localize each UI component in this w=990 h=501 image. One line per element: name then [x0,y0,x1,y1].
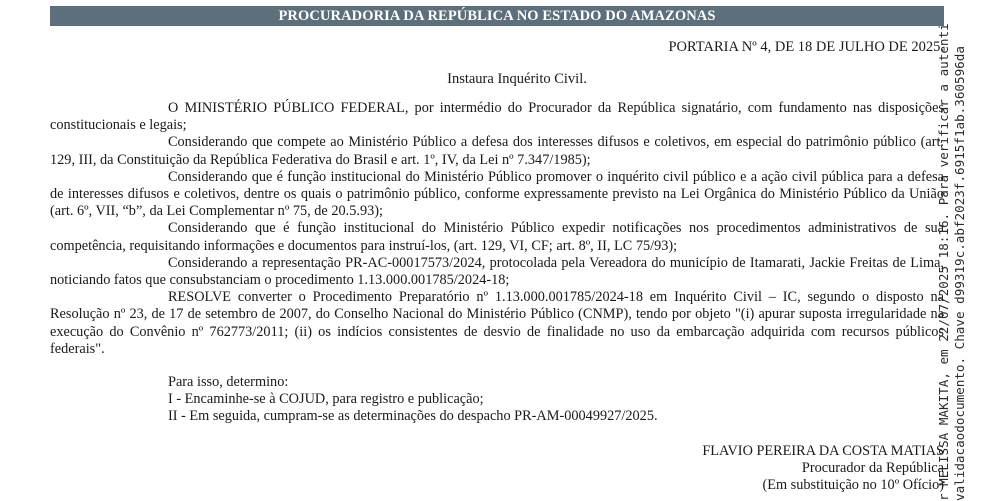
determino-section [50,374,944,426]
determino-item-1: I - Encaminhe-se à COJUD, para registro e publicação; [168,391,484,408]
paragraph-considerando-4: Considerando a representação PR-AC-00017573/2024, protocolada pela Vereadora do município de Itamarati, Jackie Freitas de Lima, noticiando fatos que consubstanciam o procedimento 1.13.000.001785/2024-18; [50,254,944,289]
ementa: Instaura Inquérito Civil. [447,71,587,87]
paragraph-considerando-2: Considerando que é função institucional do Ministério Público promover o inquérito civil público e a ação civil pública para a defesa de interesses difusos e coletivos, dentre os quais o patrimônio público, conforme expressamente previsto na Lei Orgânica do Ministério Público da União (art. 6º, VII, “b”, da Lei Complementar nº 75, de 20.5.93); [50,168,944,220]
paragraph-preamble: O MINISTÉRIO PÚBLICO FEDERAL, por intermédio do Procurador da República signatário, com fundamento nas disposições constitucionais e legais; [50,100,944,134]
signature-name: FLAVIO PEREIRA DA COSTA MATIAS [702,442,944,459]
determino-item-2: II - Em seguida, cumpram-se as determinações do despacho PR-AM-00049927/2025. [168,408,658,425]
determino-intro: Para isso, determino: [168,374,289,391]
paragraph-considerando-3: Considerando que é função institucional do Ministério Público expedir notificações nos procedimentos administrativos de sua competência, requisitando informações e documentos para instruí-los, (art. 129, VI, CF; art. 8º, II, LC 75/93); [50,220,944,254]
header-title: PROCURADORIA DA REPÚBLICA NO ESTADO DO AMAZONAS [50,6,944,26]
paragraph-resolve: RESOLVE converter o Procedimento Preparatório nº 1.13.000.001785/2024-18 em Inquérito Civil – IC, segundo o disposto na Resolução nº 23, de 17 de setembro de 2007, do Conselho Nacional do Ministério Público (CNMP), tendo por objeto "(i) apurar suposta irregularidade na execução do Convênio nº 762773/2011; (ii) os indícios consistentes de desvio de finalidade no uso da embarcação adquirida com recursos públicos federais". [50,289,944,357]
document-page [50,6,944,501]
signature-role: Procurador da República [801,459,944,476]
document-body [50,100,944,358]
digital-signature-stamp [936,0,976,501]
stamp-line-2: validacaodocumento. Chave d99319c.abf2023f.6915f1ab.360596da [952,46,967,501]
signature-block [50,443,944,495]
paragraph-considerando-1: Considerando que compete ao Ministério Público a defesa dos interesses difusos e coletivos, em especial do patrimônio público (art. 129, III, da Constituição da República Federativa do Brasil e art. 1º, IV, da Lei nº 7.347/1985); [50,134,944,168]
stamp-line-1: r MELISSA MAKITA, em 22/07/2025 18:16. Para verificar a autenti [936,23,951,501]
signature-note: (Em substituição no 10º Ofício) [762,477,944,494]
portaria-title: PORTARIA Nº 4, DE 18 DE JULHO DE 2025. [668,39,944,55]
